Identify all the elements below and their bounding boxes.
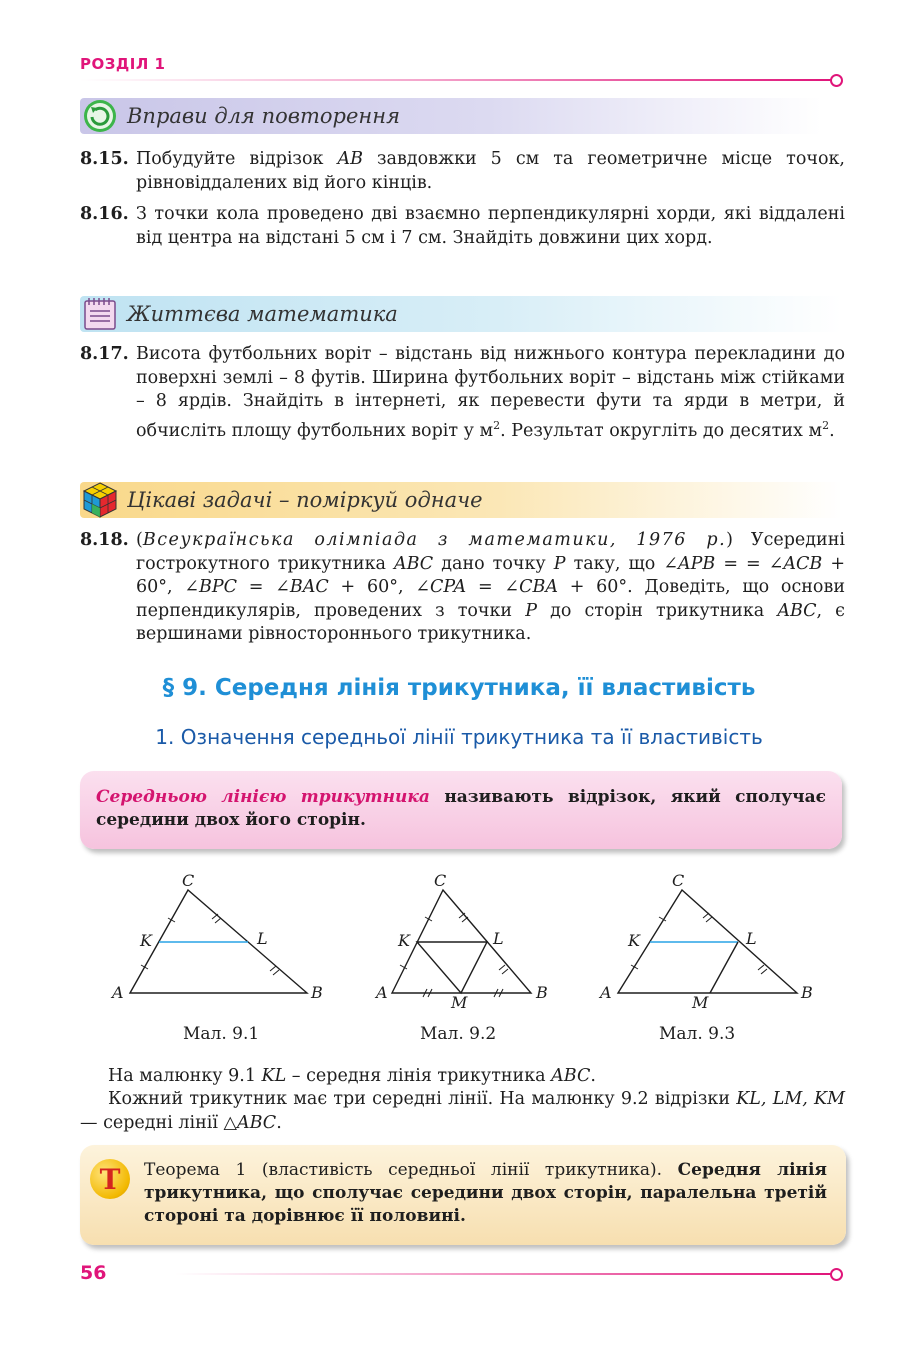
life-math-banner (80, 296, 842, 332)
point-label: P (525, 600, 537, 621)
point-label-m: M (451, 993, 468, 1012)
vertex-label-b: B (311, 983, 323, 1002)
angle-label: ACB (783, 553, 823, 574)
superscript: 2 (822, 418, 830, 432)
angle-label: APB (678, 553, 716, 574)
segment-labels: KL, LM, KM (736, 1089, 845, 1109)
point-label-l: L (257, 929, 268, 948)
vertex-label-c: C (182, 871, 195, 890)
exercise-text: до сторін трикутника (536, 600, 778, 621)
exercise-text: таку, що ∠ (565, 553, 679, 574)
angle-label: CPA (430, 577, 467, 597)
life-math-banner-title: Життєва математика (127, 302, 398, 326)
fun-problems-banner-title: Цікаві задачі – поміркуй одначе (127, 488, 483, 512)
triangle-label: ABC (236, 1112, 277, 1133)
page-number: 56 (80, 1262, 107, 1284)
exercise-text: + 60°, ∠ (328, 577, 430, 597)
paren: ) (726, 530, 733, 550)
exercise-text: Усередині гострокутного трикутника (136, 530, 845, 574)
chapter-label: РОЗДІЛ 1 (80, 55, 166, 73)
figure-caption: Мал. 9.2 (420, 1024, 497, 1044)
figure-9-2 (374, 871, 548, 1012)
paren: ( (136, 530, 143, 550)
header-rule-end-circle (830, 74, 843, 87)
paragraph-midline (80, 1065, 845, 1089)
exercise-text: + 60°, ∠ (136, 553, 845, 597)
theorem-icon-letter: Т (99, 1162, 121, 1196)
paragraph-text: – середня лінія трикутника (286, 1066, 552, 1086)
vertex-label-c: C (434, 871, 447, 890)
figure-9-3 (598, 871, 813, 1012)
definition-term: Середньою лінією трикутника (96, 787, 430, 807)
exercise-text: = ∠ (237, 577, 290, 597)
exercise-8-18 (80, 529, 845, 647)
theorem-box (80, 1145, 846, 1245)
paragraph-three-midlines (80, 1088, 845, 1135)
refresh-icon (81, 97, 119, 135)
angle-label: CBA (519, 577, 558, 597)
exercise-8-17 (80, 343, 845, 443)
point-label-l: L (493, 929, 504, 948)
section-title: § 9. Середня лінія трикутника, її властивість (162, 675, 756, 701)
paragraph-text: На малюнку 9.1 (108, 1066, 262, 1086)
footer-rule-end-circle (830, 1268, 843, 1281)
exercise-text: дано точку (433, 553, 554, 574)
vertex-label-a: A (600, 983, 612, 1002)
paragraph-text: — середні лінії △ (80, 1112, 237, 1133)
exercise-text: завдовжки 5 см та геометричне місце точок, рівновіддалених від його кінців. (136, 149, 845, 193)
figure-caption: Мал. 9.3 (659, 1024, 736, 1044)
theorem-heading: Теорема 1 (властивість середньої лінії трикутника). (144, 1160, 678, 1180)
exercise-text: . (829, 420, 835, 441)
exercise-text: = = ∠ (715, 553, 784, 574)
exercise-text: . Результат округліть до десятих м (500, 420, 823, 441)
exercise-number: 8.18. (80, 530, 129, 550)
angle-label: BAC (289, 577, 329, 597)
header-rule (80, 79, 832, 81)
exercise-number: 8.16. (80, 204, 129, 224)
point-label-l: L (746, 929, 757, 948)
vertex-label-a: A (112, 983, 124, 1002)
triangle-figures (100, 870, 840, 1020)
segment-label: AB (337, 149, 363, 169)
exercise-text: Побудуйте відрізок (136, 149, 338, 169)
paragraph-text: . (590, 1066, 596, 1086)
definition-box (80, 771, 842, 849)
theorem-statement: Середня лінія трикутника, що сполучає середини двох сторін, паралельна третій стороні та дорівнює її половині. (144, 1160, 827, 1226)
review-banner-title: Вправи для повторення (127, 104, 400, 128)
superscript: 2 (493, 418, 501, 432)
point-label-m: M (692, 993, 709, 1012)
point-label: P (553, 553, 566, 574)
exercise-source: Всеукраїнська олімпіада з математики, 1976 р. (142, 530, 727, 550)
paragraph-text: Кожний трикутник має три середні лінії. На малюнку 9.2 відрізки (108, 1089, 737, 1109)
point-label-k: K (628, 931, 640, 950)
cube-icon (81, 481, 119, 519)
fun-problems-banner (80, 482, 842, 518)
exercise-number: 8.15. (80, 149, 129, 169)
vertex-label-b: B (801, 983, 813, 1002)
vertex-label-b: B (536, 983, 548, 1002)
footer-rule (175, 1273, 832, 1275)
triangle-label: ABC (777, 600, 817, 621)
exercise-8-15 (80, 148, 845, 195)
point-label-k: K (398, 931, 410, 950)
segment-label: KL (261, 1066, 287, 1086)
figure-9-1 (110, 871, 323, 1002)
angle-label: BPC (199, 577, 238, 597)
exercise-text: З точки кола проведено дві взаємно перпендикулярні хорди, які віддалені від центра на відстані 5 см і 7 см. Знайдіть довжини цих хорд. (136, 204, 845, 248)
triangle-label: ABC (393, 553, 434, 574)
figure-caption: Мал. 9.1 (183, 1024, 260, 1044)
vertex-label-a: A (376, 983, 388, 1002)
vertex-label-c: C (672, 871, 685, 890)
triangle-label: ABC (551, 1066, 591, 1086)
exercise-number: 8.17. (80, 344, 129, 364)
definition-text: називають відрізок, який сполучає середини двох його сторін. (96, 787, 826, 830)
theorem-icon (90, 1159, 130, 1199)
notepad-icon (81, 295, 119, 333)
exercise-text: Висота футбольних воріт – відстань від нижнього контура перекладини до поверхні землі – 8 футів. Ширина футбольних воріт – відстань між стійками – 8 ярдів. Знайдіть в інтернеті, як перевести фути та ярди в метри, й обчисліть площу футбольних воріт у м (136, 344, 845, 441)
point-label-k: K (140, 931, 152, 950)
exercise-text: , є вершинами рівностороннього трикутника. (136, 600, 845, 644)
subsection-title: 1. Означення середньої лінії трикутника та її властивість (155, 725, 763, 749)
paragraph-text: . (276, 1112, 282, 1133)
exercise-text: + 60°. Доведіть, що основи перпендикулярів, проведених з точки (136, 577, 845, 621)
exercise-text: = ∠ (466, 577, 520, 597)
review-banner (80, 98, 822, 134)
exercise-8-16 (80, 203, 845, 250)
